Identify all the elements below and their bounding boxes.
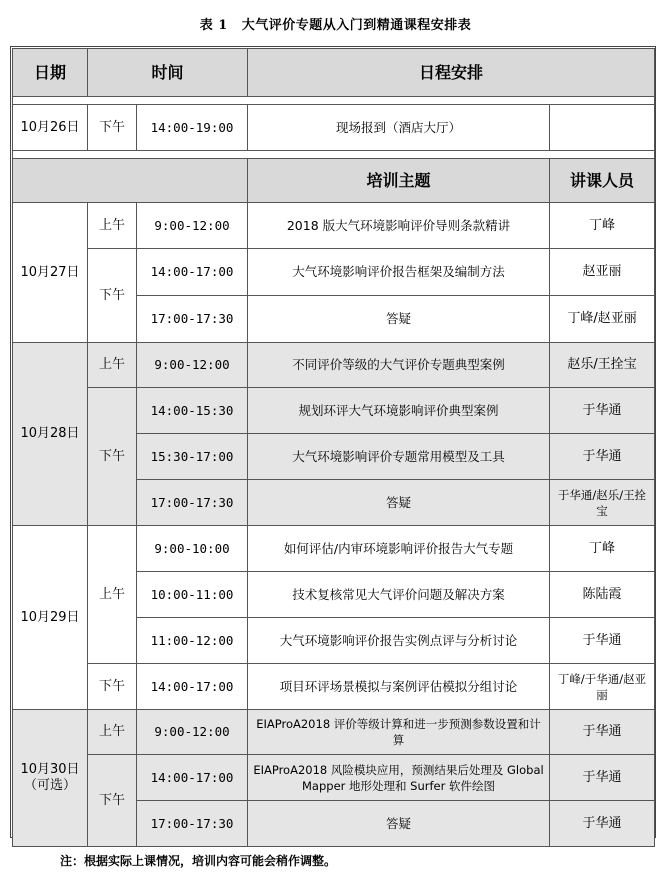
lecturer-cell: 丁峰/赵亚丽 bbox=[550, 296, 655, 343]
period-cell: 上午 bbox=[88, 710, 137, 755]
topic-cell: 答疑 bbox=[248, 296, 550, 343]
table-row bbox=[13, 388, 655, 434]
topic-cell: 技术复核常见大气评价问题及解决方案 bbox=[248, 572, 550, 618]
topic-cell: 规划环评大气环境影响评价典型案例 bbox=[248, 388, 550, 434]
lecturer-cell: 赵亚丽 bbox=[550, 249, 655, 296]
table-title: 大气评价专题从入门到精通课程安排表 bbox=[241, 18, 472, 33]
time-cell: 9:00-12:00 bbox=[137, 343, 248, 388]
time-cell: 17:00-17:30 bbox=[137, 296, 248, 343]
lecturer-cell: 于华通 bbox=[550, 434, 655, 480]
topic-cell: 不同评价等级的大气评价专题典型案例 bbox=[248, 343, 550, 388]
date-cell: 10月26日 bbox=[13, 105, 88, 151]
date-optional-note: （可选） bbox=[23, 778, 76, 793]
sub-header-lecturer: 讲课人员 bbox=[550, 159, 655, 203]
lecturer-cell: 于华通/赵乐/王拴宝 bbox=[550, 480, 655, 526]
date-cell: 10月28日 bbox=[13, 343, 88, 526]
lecturer-cell bbox=[550, 105, 655, 151]
time-cell: 14:00-19:00 bbox=[137, 105, 248, 151]
time-cell: 9:00-12:00 bbox=[137, 203, 248, 249]
period-cell: 上午 bbox=[88, 343, 137, 388]
period-cell: 下午 bbox=[88, 249, 137, 343]
table-row bbox=[13, 664, 655, 710]
lecturer-cell: 丁峰 bbox=[550, 203, 655, 249]
date-cell: 10月27日 bbox=[13, 203, 88, 343]
topic-cell: 大气环境影响评价专题常用模型及工具 bbox=[248, 434, 550, 480]
period-cell: 下午 bbox=[88, 388, 137, 526]
table-row bbox=[13, 343, 655, 388]
sub-header-blank bbox=[13, 159, 248, 203]
lecturer-cell: 赵乐/王拴宝 bbox=[550, 343, 655, 388]
footnote: 注：根据实际上课情况，培训内容可能会稍作调整。 bbox=[60, 854, 337, 868]
period-cell: 下午 bbox=[88, 755, 137, 847]
time-cell: 17:00-17:30 bbox=[137, 801, 248, 847]
header-schedule: 日程安排 bbox=[248, 49, 655, 97]
date-cell bbox=[13, 710, 88, 847]
period-cell: 上午 bbox=[88, 203, 137, 249]
topic-cell: EIAProA2018 风险模块应用，预测结果后处理及 Global Mapper 地形处理和 Surfer 软件绘图 bbox=[248, 755, 550, 801]
table-row bbox=[13, 203, 655, 249]
topic-cell: 项目环评场景模拟与案例评估模拟分组讨论 bbox=[248, 664, 550, 710]
lecturer-cell: 丁峰/于华通/赵亚丽 bbox=[550, 664, 655, 710]
topic-cell: 如何评估/内审环境影响评价报告大气专题 bbox=[248, 526, 550, 572]
period-cell: 上午 bbox=[88, 526, 137, 664]
sub-header-row bbox=[13, 159, 655, 203]
period-cell: 下午 bbox=[88, 664, 137, 710]
time-cell: 14:00-15:30 bbox=[137, 388, 248, 434]
header-row bbox=[13, 49, 655, 97]
header-date: 日期 bbox=[13, 49, 88, 97]
lecturer-cell: 于华通 bbox=[550, 710, 655, 755]
time-cell: 17:00-17:30 bbox=[137, 480, 248, 526]
lecturer-cell: 于华通 bbox=[550, 755, 655, 801]
topic-cell: 现场报到（酒店大厅） bbox=[248, 105, 550, 151]
table-row bbox=[13, 710, 655, 755]
lecturer-cell: 于华通 bbox=[550, 618, 655, 664]
table-row bbox=[13, 755, 655, 801]
time-cell: 14:00-17:00 bbox=[137, 664, 248, 710]
schedule-table bbox=[12, 48, 655, 847]
topic-cell: 2018 版大气环境影响评价导则条款精讲 bbox=[248, 203, 550, 249]
topic-cell: 答疑 bbox=[248, 480, 550, 526]
date-cell: 10月29日 bbox=[13, 526, 88, 710]
time-cell: 11:00-12:00 bbox=[137, 618, 248, 664]
time-cell: 14:00-17:00 bbox=[137, 249, 248, 296]
topic-cell: 大气环境影响评价报告实例点评与分析讨论 bbox=[248, 618, 550, 664]
time-cell: 9:00-10:00 bbox=[137, 526, 248, 572]
topic-cell: 答疑 bbox=[248, 801, 550, 847]
lecturer-cell: 于华通 bbox=[550, 801, 655, 847]
time-cell: 10:00-11:00 bbox=[137, 572, 248, 618]
sub-header-topic: 培训主题 bbox=[248, 159, 550, 203]
header-time: 时间 bbox=[88, 49, 248, 97]
table-number: 表 1 bbox=[199, 18, 228, 33]
topic-cell: EIAProA2018 评价等级计算和进一步预测参数设置和计算 bbox=[248, 710, 550, 755]
period-cell: 下午 bbox=[88, 105, 137, 151]
date-text: 10月30日 bbox=[20, 762, 80, 777]
table-caption bbox=[0, 14, 669, 33]
lecturer-cell: 陈陆霞 bbox=[550, 572, 655, 618]
lecturer-cell: 于华通 bbox=[550, 388, 655, 434]
topic-cell: 大气环境影响评价报告框架及编制方法 bbox=[248, 249, 550, 296]
table-row bbox=[13, 249, 655, 296]
lecturer-cell: 丁峰 bbox=[550, 526, 655, 572]
time-cell: 14:00-17:00 bbox=[137, 755, 248, 801]
time-cell: 15:30-17:00 bbox=[137, 434, 248, 480]
table-row bbox=[13, 105, 655, 151]
time-cell: 9:00-12:00 bbox=[137, 710, 248, 755]
table-row bbox=[13, 526, 655, 572]
